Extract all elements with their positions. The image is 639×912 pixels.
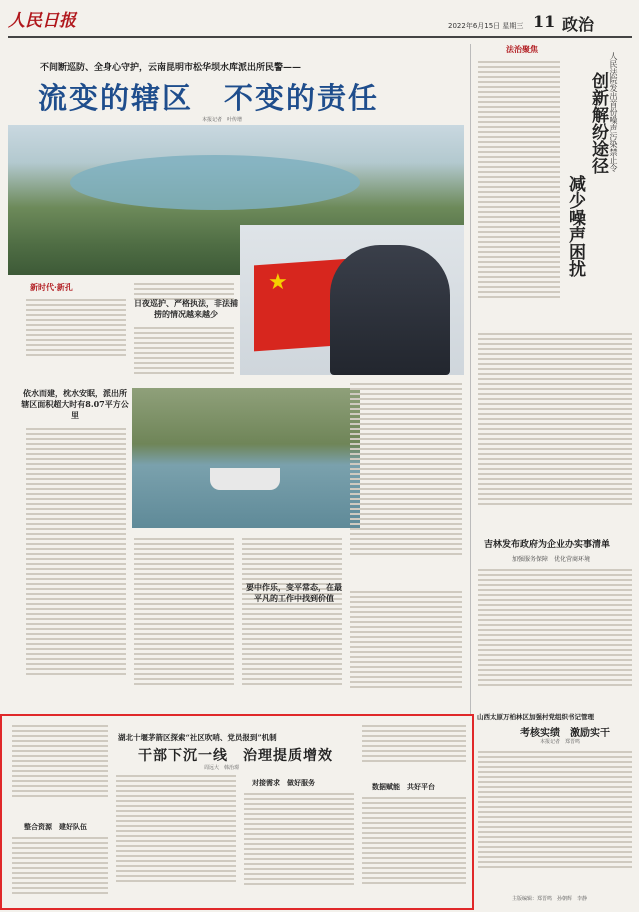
zhaoqing-body	[478, 748, 632, 890]
police-officer	[330, 245, 450, 375]
highlight-body-col-4a	[362, 722, 466, 774]
footer-credit: 主版编辑：郑晋鸣 孙朝辉 李静	[512, 896, 588, 902]
section-title: 政治	[562, 15, 595, 34]
feature-body-col-2c	[134, 535, 234, 705]
feature-body-col-4b	[350, 588, 462, 706]
page-number: 11	[533, 12, 556, 31]
highlight-subhead-3: 数据赋能 共好平台	[372, 782, 435, 791]
patrol-boat-photo	[132, 388, 360, 528]
feature-tag: 新时代·新孔	[30, 282, 73, 292]
feature-body-col-3	[242, 535, 342, 705]
right-tag: 法治聚焦	[506, 44, 538, 54]
highlight-body-col-2	[116, 772, 236, 904]
highlight-subhead-2: 对接需求 做好服务	[252, 778, 315, 787]
right-kicker: 人民法院发出首份噪声污染禁止令	[609, 52, 618, 172]
pull-quote-3: 要中作乐，变平常态，在最平凡的工作中找到价值	[246, 582, 342, 603]
pull-quote-3-wrap	[244, 582, 344, 604]
dateline: 2022年6月15日 星期三	[448, 22, 524, 30]
highlight-kicker: 湖北十堰茅箭区探索“社区吹哨、党员报到”机制	[118, 733, 277, 742]
zhaoqing-kicker: 山西太原万柏林区加强村党组织书记管理	[477, 713, 594, 721]
lake-shape	[70, 155, 360, 210]
right-title-1: 创新解纷途径	[588, 72, 608, 174]
highlight-body-col-4b	[362, 794, 466, 904]
feature-kicker: 不间断巡防、全身心守护，云南昆明市松华坝水库派出所民警——	[40, 63, 302, 73]
jilin-subtitle: 加强服务保障 优化营商环境	[512, 556, 591, 563]
feature-byline: 本报记者 叶传增	[202, 117, 243, 123]
star-icon: ★	[268, 270, 288, 295]
pull-quote-3-box	[20, 388, 130, 421]
highlight-body-col-3	[244, 790, 354, 904]
highlight-subhead-1: 整合资源 建好队伍	[24, 822, 87, 831]
patrol-boat	[210, 468, 280, 490]
pull-quote-1: 日夜巡护、严格执法，非法捕捞的情况越来越少	[134, 298, 238, 319]
masthead-rule	[8, 36, 632, 38]
highlight-byline: 周远大 韩治璟	[204, 765, 240, 771]
right-body-col-2	[478, 330, 632, 530]
jilin-title: 吉林发布政府为企业办实事清单	[484, 540, 611, 550]
zhaoqing-byline: 本报记者 郑晋鸣	[540, 739, 581, 745]
feature-headline: 流变的辖区 不变的责任	[38, 81, 380, 115]
jilin-body	[478, 566, 632, 706]
highlight-body-col-1a	[12, 722, 108, 810]
feature-body-col-1	[26, 296, 126, 382]
zhaoqing-title: 考核实绩 激励实干	[520, 728, 610, 739]
right-body-col-1	[478, 58, 560, 328]
feature-body-col-1b	[26, 425, 126, 705]
pull-quote-1-box	[134, 298, 238, 320]
highlight-body-col-1b	[12, 834, 108, 904]
right-title-2: 减少噪声困扰	[565, 175, 585, 277]
highlight-title: 干部下沉一线 治理提质增效	[138, 748, 333, 764]
newspaper-logo: 人民日报	[8, 11, 76, 31]
feature-body-col-2b	[134, 324, 234, 384]
feature-body-col-4	[350, 380, 462, 580]
pull-quote-2: 依水而建，枕水安眠，派出所辖区面积超大时有8.07平方公里	[21, 388, 129, 420]
